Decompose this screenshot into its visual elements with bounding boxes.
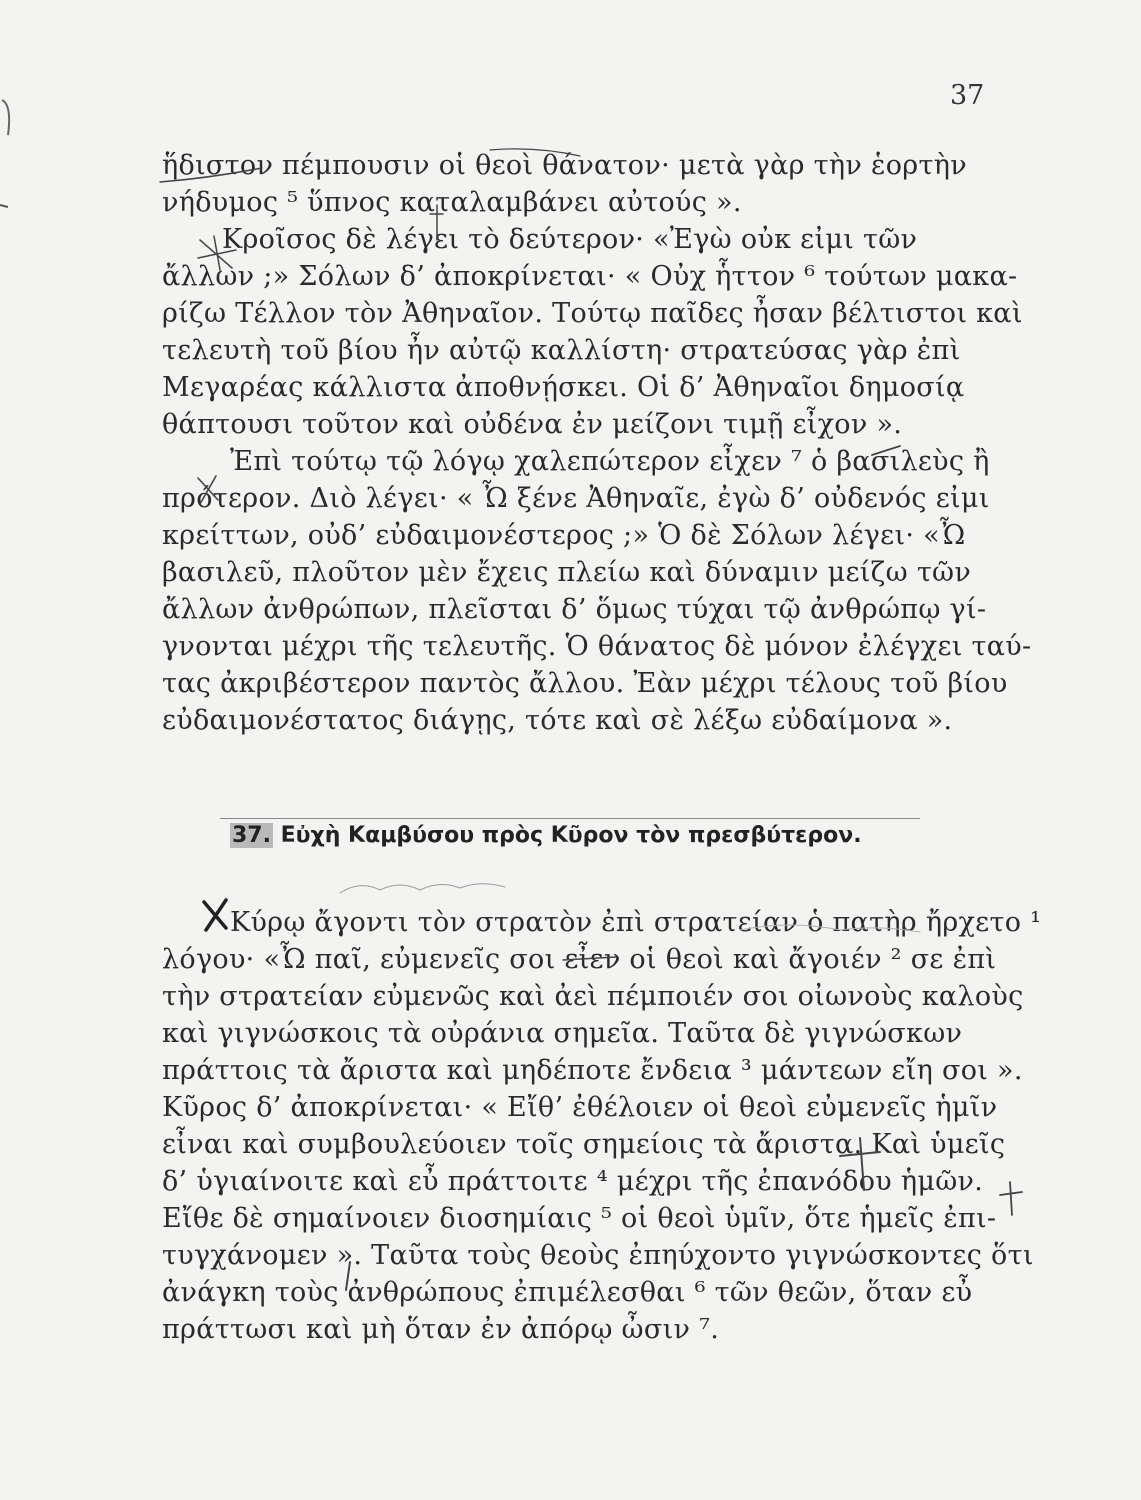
faint-scribble [340,884,505,893]
text-line: Ἐπὶ τούτῳ τῷ λόγῳ χαλεπώτερον εἶχεν ⁷ ὁ βασιλεὺς ἢ [230,446,990,477]
faint-scribble [740,925,920,932]
text-line: Εἴθε δὲ σημαίνοιεν διοσημίαις ⁵ οἱ θεοὶ ὑμῖν, ὅτε ἡμεῖς ἐπι- [162,1203,997,1234]
bar-mark [346,1262,350,1290]
x-mark [198,476,218,504]
text-line: ἥδιστον πέμπουσιν οἱ θεοὶ θάνατον· μετὰ γὰρ τὴν ἑορτὴν [162,150,967,181]
overline-mark [490,149,580,156]
text-line: Μεγαρέας κάλλιστα ἀποθνῄσκει. Οἱ δ’ Ἀθηναῖοι δημοσίᾳ [162,372,965,403]
text-line: ρίζω Τέλλον τὸν Ἀθηναῖον. Τούτῳ παῖδες ἦσαν βέλτιστοι καὶ [162,298,1023,329]
text-line: πράττοις τὰ ἄριστα καὶ μηδέποτε ἔνδεια ³ μάντεων εἴη σοι ». [162,1055,1023,1086]
text-line: πράττωσι καὶ μὴ ὅταν ἐν ἀπόρῳ ὦσιν ⁷. [162,1314,720,1345]
cross-mark [840,1138,880,1190]
text-line: καὶ γιγνώσκοις τὰ οὐράνια σημεῖα. Ταῦτα δὲ γιγνώσκων [162,1018,963,1049]
text-line: λόγου· «Ὦ παῖ, εὐμενεῖς σοι εἶεν οἱ θεοὶ καὶ ἄγοιέν ² σε ἐπὶ [162,944,997,975]
text-line: εὐδαιμονέστατος διάγῃς, τότε καὶ σὲ λέξω εὐδαίμονα ». [162,705,953,736]
cross-mark [430,205,443,240]
text-line: ἄλλων ἀνθρώπων, πλεῖσται δ’ ὅμως τύχαι τῷ ἀνθρώπῳ γί- [162,594,987,625]
text-line: θάπτουσι τοῦτον καὶ οὐδένα ἐν μείζονι τιμῇ εἶχον ». [162,409,903,440]
text-line: ἀνάγκη τοὺς ἀνθρώπους ἐπιμέλεσθαι ⁶ τῶν θεῶν, ὅταν εὖ [162,1277,973,1308]
text-line: εἶναι καὶ συμβουλεύοιεν τοῖς σημείοις τὰ ἄριστα. Καὶ ὑμεῖς [162,1129,1006,1160]
margin-cross-mark [1000,1182,1022,1215]
text-line: τὴν στρατείαν εὐμενῶς καὶ ἀεὶ πέμποιέν σοι οἰωνοὺς καλοὺς [162,981,1024,1012]
text-line: τελευτὴ τοῦ βίου ἦν αὐτῷ καλλίστη· στρατεύσας γὰρ ἐπὶ [162,335,961,366]
text-line: Κῦρος δ’ ἀποκρίνεται· « Εἴθ’ ἐθέλοιεν οἱ θεοὶ εὐμενεῖς ἡμῖν [162,1092,998,1123]
text-line: τας ἀκριβέστερον παντὸς ἄλλου. Ἐὰν μέχρι τέλους τοῦ βίου [162,668,1008,699]
underline-mark [563,957,616,960]
text-line: γνονται μέχρι τῆς τελευτῆς. Ὁ θάνατος δὲ μόνον ἐλέγχει ταύ- [162,631,1032,662]
text-line: δ’ ὑγιαίνοιτε καὶ εὖ πράττοιτε ⁴ μέχρι τῆς ἐπανόδου ἡμῶν. [162,1166,984,1197]
text-line: πρότερον. Διὸ λέγει· « Ὦ ξένε Ἀθηναῖε, ἐγὼ δ’ οὐδενός εἰμι [162,483,990,514]
text-line: τυγχάνομεν ». Ταῦτα τοὺς θεοὺς ἐπηύχοντο γιγνώσκοντες ὅτι [162,1240,1034,1271]
text-line: κρείττων, οὐδ’ εὐδαιμονέστερος ;» Ὁ δὲ Σόλων λέγει· «Ὦ [162,520,966,551]
text-line: βασιλεῦ, πλοῦτον μὲν ἔχεις πλείω καὶ δύναμιν μείζω τῶν [162,557,972,588]
text-line: νήδυμος ⁵ ὕπνος καταλαμβάνει αὐτούς ». [162,187,742,218]
text-line: Κροῖσος δὲ λέγει τὸ δεύτερον· «Ἐγὼ οὐκ εἰμι τῶν [222,224,918,255]
text-line: ἄλλων ;» Σόλων δ’ ἀποκρίνεται· « Οὐχ ἧττον ⁶ τούτων μακα- [162,261,1018,292]
page-number: 37 [950,80,985,111]
dash-mark [872,446,900,455]
underline-mark [160,168,262,182]
section-number: 37. [232,823,271,848]
star-mark [198,236,236,270]
section-title: Εὐχὴ Καμβύσου πρὸς Κῦρον τὸν πρεσβύτερον. [280,823,862,848]
bold-x-mark [204,900,226,930]
text-line: Κύρῳ ἄγοντι τὸν στρατὸν ἐπὶ στρατείαν ὁ πατὴρ ἤρχετο ¹ [230,907,1042,938]
